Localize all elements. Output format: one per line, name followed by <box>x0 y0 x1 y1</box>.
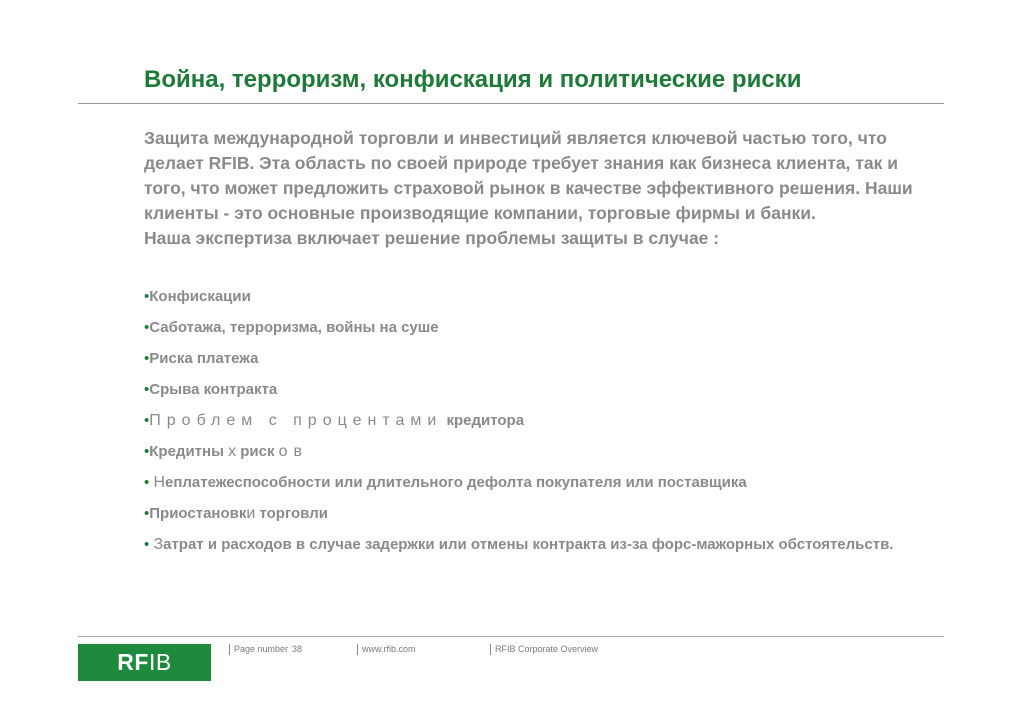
slide-title: Война, терроризм, конфискация и политические риски <box>144 66 802 93</box>
list-item-text-part: еплатежеспособности или длительного дефолта покупателя или поставщика <box>165 474 747 491</box>
list-item <box>144 286 934 308</box>
bullet-dot: • <box>144 412 150 429</box>
list-item <box>144 441 934 463</box>
list-item-text-part: Проблем с процентами <box>149 412 443 429</box>
list-item-text: Конфискации <box>149 288 251 305</box>
coverage-list <box>144 286 934 556</box>
list-item <box>144 534 934 556</box>
bullet-dot: • <box>144 505 150 522</box>
list-item-text: Риска платежа <box>149 350 259 367</box>
bullet-dot: • <box>144 536 150 553</box>
list-item-text: Срыва контракта <box>149 381 278 398</box>
intro-paragraph: Защита международной торговли и инвестиций является ключевой частью того, что делает RFIB. Эта область по своей природе требует знания как бизнеса клиента, так и того, что может предложить страховой рынок в качестве эффективного решения. Наши клиенты - это основные производящие компании, торговые фирмы и банки. <box>144 128 913 223</box>
footer-document-name: RFIB Corporate Overview <box>490 644 598 655</box>
list-item-text-part: атрат и расходов в случае задержки или отмены контракта из-за форс-мажорных обстоятельств. <box>163 536 894 553</box>
logo-wordmark <box>117 649 171 676</box>
list-item-text: Саботажа, терроризма, войны на суше <box>149 319 439 336</box>
list-item-text-part: Н <box>153 474 165 491</box>
list-item <box>144 379 934 401</box>
list-item-text-part: З <box>153 536 164 553</box>
logo-bold-part: RF <box>117 649 149 675</box>
list-item <box>144 503 934 525</box>
footer-divider <box>78 636 944 637</box>
footer-website: www.rfib.com <box>357 644 416 655</box>
bullet-dot: • <box>144 319 150 336</box>
intro-block <box>144 126 934 251</box>
list-item <box>144 317 934 339</box>
expertise-line: Наша экспертиза включает решение проблемы защиты в случае : <box>144 228 720 248</box>
bullet-dot: • <box>144 288 150 305</box>
page-number-label: Page number <box>234 644 289 654</box>
list-item <box>144 472 934 494</box>
list-item-text-part: торговли <box>259 505 328 522</box>
bullet-dot: • <box>144 381 150 398</box>
list-item <box>144 348 934 370</box>
list-item-text-part: и <box>246 505 256 522</box>
title-divider <box>78 103 944 104</box>
list-item <box>144 410 934 432</box>
logo-regular-part: IB <box>148 649 172 675</box>
list-item-text-part: риск <box>240 443 275 460</box>
list-item-text-part: ов <box>278 443 309 460</box>
rfib-logo <box>78 644 211 681</box>
page-number-value: 38 <box>292 644 303 654</box>
bullet-dot: • <box>144 443 150 460</box>
list-item-text-part: х <box>228 443 237 460</box>
bullet-dot: • <box>144 350 150 367</box>
list-item-text-part: Кредитны <box>149 443 224 460</box>
footer-page-number <box>229 644 302 655</box>
list-item-text-part: кредитора <box>446 412 525 429</box>
bullet-dot: • <box>144 474 150 491</box>
list-item-text-part: Приостановк <box>149 505 247 522</box>
